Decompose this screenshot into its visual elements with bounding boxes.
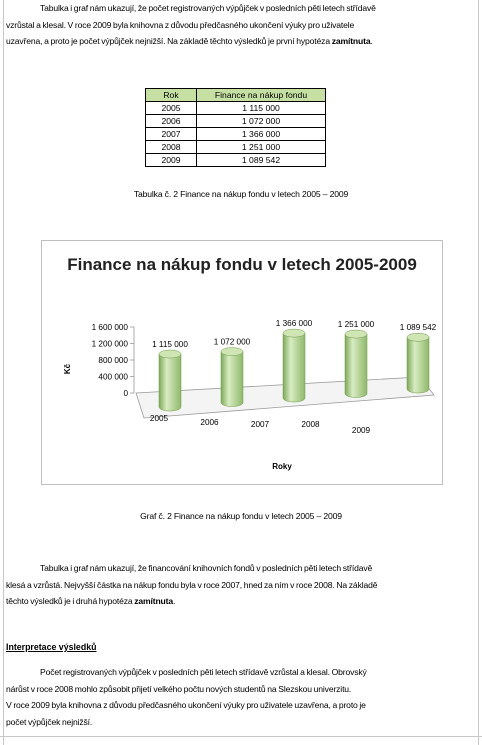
y-tick-label: 400 000 [98,372,128,382]
data-label: 1 251 000 [337,320,375,330]
y-tick-label: 0 [123,389,128,398]
y-tick-label: 1 600 000 [91,323,128,332]
table-cell-year: 2008 [146,141,197,154]
table-caption: Tabulka č. 2 Finance na nákup fondu v letech 2005 – 2009 [133,189,349,199]
chart-bar [345,330,367,397]
paragraph-registrations [6,0,476,50]
y-tick-label: 1 200 000 [91,339,128,349]
x-tick-label: 2007 [250,420,270,429]
paragraph-line: uzavřena, a proto je počet výpůjček nejnižší. Na základě těchto výsledků je první hypotéza [6,36,332,46]
bar-top [159,350,181,358]
bar-body [221,352,243,407]
x-tick-label: 2005 [149,414,169,423]
x-axis-title: Roky [272,462,292,471]
table-cell-year: 2007 [146,128,197,141]
finance-chart [42,241,442,484]
page-margin-line-right [478,0,479,745]
x-tick-label: 2008 [301,420,320,429]
table-cell-year: 2005 [146,102,197,115]
y-axis-title: Kč [63,363,72,375]
table-cell-value: 1 251 000 [197,141,326,154]
chart-caption: Graf č. 2 Finance na nákup fondu v letech 2005 – 2009 [140,511,342,521]
page-margin-line-left [3,0,4,745]
paragraph-line: Počet registrovaných výpůjček v posledních pěti letech střídavě vzrůstal a klesal. Obrovský [40,667,367,677]
y-tick-label: 800 000 [98,356,128,365]
table-row [146,141,326,154]
paragraph-line: těchto výsledků je i druhá hypotéza [6,596,135,606]
paragraph-finance [6,560,476,610]
emphasis-rejected: zamítnuta [331,36,371,46]
paragraph-line: Tabulka i graf nám ukazují, že počet registrovaných výpůjček v posledních pěti letech střídavě [40,3,376,13]
bar-body [159,354,181,411]
page-margin-line-bottom [0,736,482,737]
section-heading: Interpretace výsledků [6,642,97,652]
bar-top [345,330,367,338]
data-label: 1 366 000 [275,319,313,329]
table-cell-value: 1 089 542 [197,154,326,167]
paragraph-line: klesá a vzrůstá. Nejvyšší částka na nákup fondu byla v roce 2007, hned za ním v roce 2008. Na základě [6,579,378,590]
table-cell-value: 1 366 000 [197,128,326,141]
table-header-row [146,89,326,102]
paragraph-end: . [173,596,176,606]
bar-top [221,348,243,356]
bar-body [283,333,305,402]
table-row [146,154,326,167]
x-tick-label: 2006 [200,418,219,427]
data-label: 1 089 542 [399,323,437,333]
table-header-finance: Finance na nákup fondu [197,89,326,102]
finance-table [145,88,326,167]
chart-bar [407,333,429,393]
table-cell-year: 2009 [146,154,197,167]
bar-body [407,337,429,393]
chart-title: Finance na nákup fondu v letech 2005-2009 [67,255,417,274]
data-label: 1 072 000 [213,337,251,347]
x-tick-label: 2009 [351,426,371,435]
paragraph-line: nárůst v roce 2008 mohlo způsobit přijetí velkého počtu nových studentů na Slezskou univerzitu. [6,683,352,694]
table-cell-value: 1 072 000 [197,115,326,128]
emphasis-rejected: zamítnuta [134,596,173,606]
paragraph-line: V roce 2009 byla knihovna z důvodu předčasného ukončení výuky pro uživatele uzavřena, a proto je [6,700,366,710]
paragraph-line: počet výpůjček nejnižší. [6,716,93,727]
paragraph-line: Tabulka i graf nám ukazují, že financování knihovních fondů v posledních pěti letech střídavě [40,563,373,573]
paragraph-interpretation [6,664,476,730]
data-label: 1 115 000 [152,340,188,350]
table-cell-value: 1 115 000 [197,102,326,115]
chart-bar [283,329,305,402]
table-cell-year: 2006 [146,115,197,128]
bar-body [345,334,367,397]
table-row [146,115,326,128]
bar-top [283,329,305,337]
table-header-year: Rok [146,89,197,102]
chart-bar [159,350,181,411]
chart-bar [221,348,243,407]
paragraph-end: . [370,36,373,46]
chart-container [41,240,443,485]
bar-top [407,333,429,341]
paragraph-line: vzrůstal a klesal. V roce 2009 byla knihovna z důvodu předčasného ukončení výuky pro uživatele [6,19,355,30]
table-row [146,102,326,115]
table-row [146,128,326,141]
